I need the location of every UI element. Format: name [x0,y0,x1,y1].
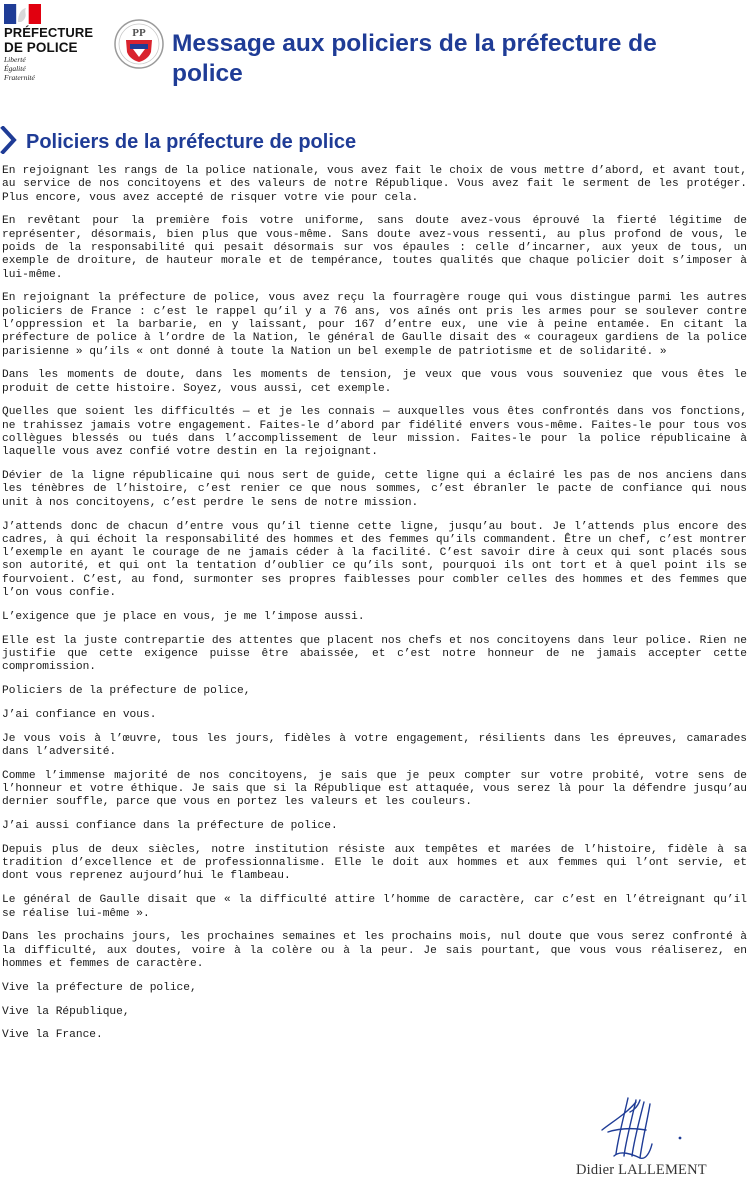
letter-paragraph: Vive la France. [2,1029,103,1042]
letter-paragraph: Dévier de la ligne républicaine qui nous sert de guide, cette ligne qui a éclairé les pas de nos anciens dans les ténèbres de l’histoire, c’est renier ce que nous sommes, c’est ébranler le pacte de confiance qui nous unit à nos concitoyens, c’est perdre le sens de notre mission. [2,470,747,509]
letter-paragraph: Dans les prochains jours, les prochaines semaines et les prochains mois, nul doute que vous serez confronté à la difficulté, aux doutes, voire à la colère ou à la peur. Je sais pourtant, que vous vous réaliserez, en hommes et femmes de caractère. [2,931,747,970]
signatory-name: Didier LALLEMENT [576,1162,707,1178]
page-title: Message aux policiers de la préfecture de police [172,30,657,87]
letter-paragraph: J’ai confiance en vous. [2,708,157,721]
letter-paragraph: Depuis plus de deux siècles, notre institution résiste aux tempêtes et marées de l’histoire, fidèle à sa tradition d’excellence et de professionnalisme. Elle le doit aux hommes et aux femmes qui l’ont servie, et dont vous reprenez aujourd’hui le flambeau. [2,843,747,883]
letter-paragraph: En revêtant pour la première fois votre uniforme, sans doute avez-vous éprouvé la fierté légitime de représenter, désormais, bien plus que vous-même. Sans doute avez-vous ressenti, au plus profond de vous, le poids de la responsabilité qui pesait désormais sur vos épaules : celle d’incarner, aux yeux de tous, un exemple de droiture, de hauteur morale et de tempérance, toutes qualités que chaque policier doit s’imposer à lui-même. [2,215,747,281]
badge-monogram: PP [132,27,146,39]
letter-paragraph: Le général de Gaulle disait que « la difficulté attire l’homme de caractère, car c’est en l’étreignant qu’il se réalise lui-même ». [2,894,747,920]
chevron-right-icon [0,126,18,154]
motto-egalite: Égalité [4,64,26,73]
motto-fraternite: Fraternité [4,73,35,82]
section-title: Policiers de la préfecture de police [26,131,357,153]
letter-paragraph: En rejoignant la préfecture de police, vous avez reçu la fourragère rouge qui vous distingue parmi les autres policiers de France : c’est le rappel qu’il y a 76 ans, vos aînés ont pris les armes pour se soulever contre l’oppression et la barbarie, en y laissant, pour 167 d’entre eux, une vie à peine entamée. En citant la préfecture de police à l’ordre de la Nation, le général de Gaulle disait des « courageux gardiens de la police parisienne » qu’ils « ont donné à toute la Nation un bel exemple de patriotisme et de solidarité. » [2,292,747,358]
letter-paragraph: Vive la préfecture de police, [2,981,197,994]
letter-paragraph: J’attends donc de chacun d’entre vous qu’il tienne cette ligne, jusqu’au bout. Je l’attends plus encore des cadres, à qui échoit la responsabilité des hommes et des femmes qu’ils commandent. Être un chef, c’est montrer l’exemple en ayant le courage de ne jamais céder à la facilité. C’est savoir dire à ceux qui sont placés sous son autorité, et qui ont la tentation d’oublier ce qu’ils sont, pourquoi ils ont tort et à quel point ils se fourvoient. C’est, au fond, surmonter ses propres faiblesses pour combler celles des hommes et des femmes que l’on vous confie. [2,520,747,600]
letterhead [0,0,750,92]
letter-paragraph: Comme l’immense majorité de nos concitoyens, je sais que je peux compter sur votre probité, votre sens de l’honneur et votre éthique. Je sais que si la République est attaquée, vous serez là pour la défendre jusqu’au dernier souffle, parce que vous en portez les valeurs et les couleurs. [2,769,747,809]
letter-paragraph: Elle est la juste contrepartie des attentes que placent nos chefs et nos concitoyens dans leur police. Rien ne justifie que cette exigence puisse être abaissée, et c’est notre honneur de ne jamais accepter cette compromission. [2,634,747,674]
letter-paragraph: Dans les moments de doute, dans les moments de tension, je veux que vous vous souveniez que vous êtes le produit de cette histoire. Soyez, vous aussi, cet exemple. [2,369,747,395]
letter-paragraph: L’exigence que je place en vous, je me l’impose aussi. [2,610,365,623]
letter-paragraph: J’ai aussi confiance dans la préfecture de police. [2,820,338,833]
prefecture-de-police-logo [2,4,102,86]
logo-text-line-2: DE POLICE [4,40,78,55]
handwritten-signature [590,1092,700,1164]
marianne-flag-icon [4,4,41,24]
letter-paragraph: Vive la République, [2,1005,130,1018]
logo-text-line-1: PRÉFECTURE [4,25,94,40]
letter-body [2,165,747,1053]
letter-paragraph: En rejoignant les rangs de la police nationale, vous avez fait le choix de vous mettre d’abord, et avant tout, au service de nos concitoyens et des valeurs de notre République. Vous avez fait le serment de les protéger. Plus encore, vous avez accepté de risquer votre vie pour cela. [2,165,747,204]
letter-paragraph: Policiers de la préfecture de police, [2,685,251,697]
pp-badge-icon [113,18,165,70]
letter-paragraph: Quelles que soient les difficultés — et je les connais — auxquelles vous êtes confrontés dans vos fonctions, ne trahissez jamais votre engagement. Faites-le d’abord par fidélité envers vous-même. Faites-le pour tous vos collègues blessés ou tués dans l’accomplissement de leur mission. Faites-le pour la police républicaine à laquelle vous avez confié votre destin en la rejoignant. [2,406,747,459]
motto-liberte: Liberté [4,55,26,64]
letter-paragraph: Je vous vois à l’œuvre, tous les jours, fidèles à votre engagement, résilients dans les épreuves, camarades dans l’adversité. [2,732,747,758]
